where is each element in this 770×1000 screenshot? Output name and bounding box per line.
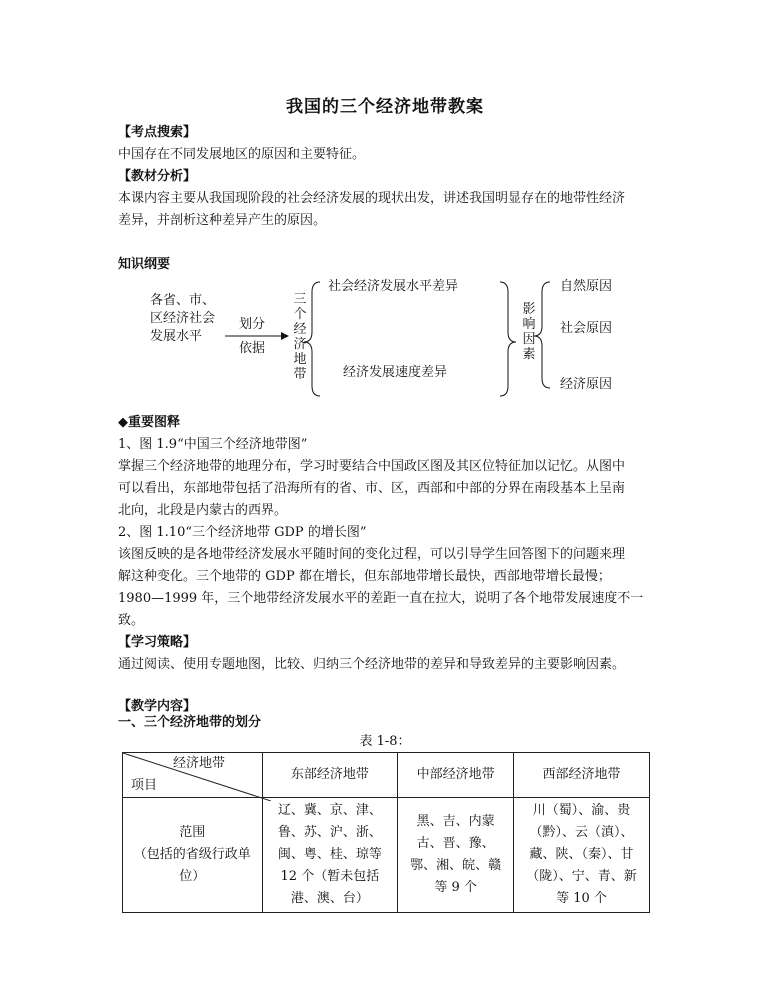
- section-heading-celue: 【学习策略】: [118, 635, 197, 650]
- east-line-5: 港、澳、台）: [290, 891, 369, 906]
- west-line-3: 藏、陕、（秦）、甘: [529, 847, 634, 862]
- east-line-2: 鲁、苏、沪、浙、: [277, 825, 382, 840]
- tuishi-item2-title: 2、图 1.10“三个经济地带 GDP 的增长图”: [118, 525, 367, 540]
- tuishi-item2-line-4: 致。: [118, 613, 145, 628]
- corner-label-zone: 经济地带: [173, 756, 226, 771]
- kaodian-text: 中国存在不同发展地区的原因和主要特征。: [118, 147, 366, 162]
- arrow-label-top: 划分: [239, 317, 266, 332]
- row-label-line-2: （包括的省级行政单: [133, 847, 251, 862]
- cell-central-range: [398, 798, 514, 913]
- tuishi-item1-line-1: 掌握三个经济地带的地理分布，学习时要结合中国政区图及其区位特征加以记忆。从图中: [118, 459, 626, 474]
- table-row: [123, 798, 650, 913]
- cell-west-range: [514, 798, 650, 913]
- tuishi-item1-title: 1、图 1.9“中国三个经济地带图”: [118, 437, 308, 452]
- tuishi-item1-line-3: 北向，北段是内蒙古的西界。: [118, 503, 288, 518]
- diagram-left-line-2: 区经济社会: [150, 311, 216, 326]
- factor-natural: 自然原因: [560, 279, 613, 294]
- page-title: 我国的三个经济地带教案: [286, 97, 484, 117]
- jiaoxue-subheading: 一、三个经济地带的划分: [118, 715, 262, 730]
- header-west: 西部经济地带: [514, 753, 650, 798]
- economic-zones-table: [122, 752, 650, 913]
- corner-label-item: 项目: [131, 778, 158, 793]
- section-heading-kaodian: 【考点搜索】: [118, 125, 197, 140]
- tuishi-item2-line-2: 解这种变化。三个地带的 GDP 都在增长，但东部地带增长最快，西部地带增长最慢；: [118, 569, 611, 584]
- row-label-line-3: 位）: [179, 869, 206, 884]
- celue-text: 通过阅读、使用专题地图，比较、归纳三个经济地带的差异和导致差异的主要影响因素。: [118, 657, 626, 672]
- knowledge-outline-diagram: [118, 268, 658, 408]
- header-east: 东部经济地带: [262, 753, 398, 798]
- section-heading-zhishi: 知识纲要: [118, 257, 171, 272]
- right-brace: [500, 282, 516, 396]
- factor-social: 社会原因: [560, 321, 613, 336]
- diagram-left-line-1: 各省、市、: [150, 293, 216, 308]
- header-central: 中部经济地带: [398, 753, 514, 798]
- central-line-4: 等 9 个: [434, 880, 477, 895]
- jiaocai-text-line-1: 本课内容主要从我国现阶段的社会经济发展的现状出发，讲述我国明显存在的地带性经济: [118, 191, 626, 206]
- east-line-4: 12 个（暂未包括: [280, 869, 380, 884]
- tuishi-item1-line-2: 可以看出，东部地带包括了沿海所有的省、市、区，西部和中部的分界在南段基本上呈南: [118, 481, 626, 496]
- west-line-4: （陇）、宁、青、新: [526, 869, 637, 884]
- west-line-2: （黔）、云（滇）、: [529, 825, 634, 840]
- table-corner-cell: [123, 753, 263, 798]
- section-heading-tuishi: ◆重要图释: [118, 415, 180, 430]
- diff-top: 社会经济发展水平差异: [328, 279, 459, 294]
- factor-economic: 经济原因: [560, 377, 613, 392]
- table-header-row: [123, 753, 650, 798]
- east-line-1: 辽、冀、京、津、: [277, 803, 382, 818]
- diagram-left-line-3: 发展水平: [150, 329, 203, 344]
- section-heading-jiaocai: 【教材分析】: [118, 169, 197, 184]
- vertical-label-three-zones: 三个经济地带: [293, 292, 307, 382]
- west-line-5: 等 10 个: [556, 891, 607, 906]
- jiaocai-text-line-2: 差异，并剖析这种差异产生的原因。: [118, 213, 327, 228]
- tuishi-item2-line-1: 该图反映的是各地带经济发展水平随时间的变化过程，可以引导学生回答图下的问题来理: [118, 547, 626, 562]
- west-line-1: 川（蜀）、渝、贵: [532, 803, 631, 818]
- east-line-3: 闽、粤、桂、琼等: [277, 847, 382, 862]
- central-line-2: 古、晋、豫、: [416, 836, 495, 851]
- section-heading-jiaoxue: 【教学内容】: [118, 699, 197, 714]
- central-line-1: 黑、吉、内蒙: [416, 814, 495, 829]
- arrow-label-bottom: 依据: [239, 341, 266, 356]
- tuishi-item2-line-3: 1980—1999 年，三个地带经济发展水平的差距一直在拉大，说明了各个地带发展速度不一: [118, 591, 644, 606]
- central-line-3: 鄂、湘、皖、赣: [410, 858, 502, 873]
- row-label-line-1: 范围: [179, 825, 206, 840]
- vertical-label-factors: 影响因素: [522, 302, 536, 362]
- row-label-range: [123, 798, 263, 913]
- cell-east-range: [262, 798, 398, 913]
- diff-bottom: 经济发展速度差异: [343, 365, 448, 380]
- table-caption: 表 1-8：: [359, 734, 411, 749]
- factor-brace: [534, 282, 550, 388]
